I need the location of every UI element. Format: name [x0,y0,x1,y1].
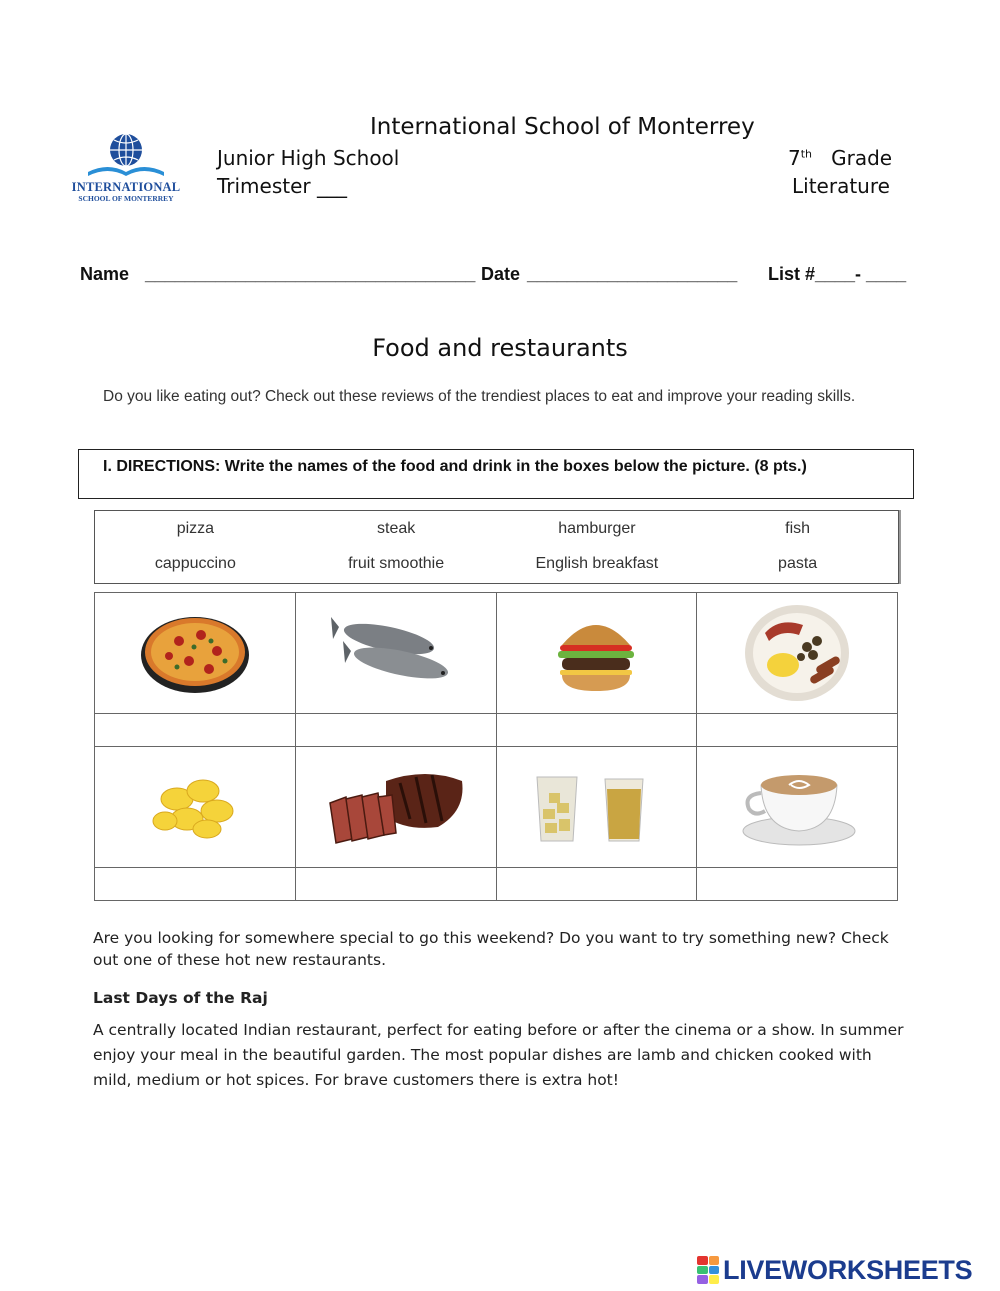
word-bank-item: fish [785,520,811,537]
date-field[interactable]: _____________________ [527,264,738,284]
date-label: Date [481,264,521,284]
school-logo [66,130,186,210]
answer-box[interactable] [295,868,496,901]
answer-box[interactable] [95,868,296,901]
cappuccino-image [737,765,857,849]
directions-text: I. DIRECTIONS: Write the names of the food and drink in the boxes below the picture. (8 pts.) [103,458,807,475]
word-bank [94,510,899,584]
picture-cell [697,747,898,868]
picture-grid [94,592,898,901]
answer-box[interactable] [95,714,296,747]
name-label: Name [80,264,130,284]
word-bank-item: pizza [176,520,215,537]
answer-row [95,868,898,901]
word-bank-item: fruit smoothie [348,555,445,572]
word-bank-item: English breakfast [535,555,659,572]
fruit-smoothie-image [531,769,661,845]
grade-label [788,146,892,170]
restaurants-intro: Are you looking for somewhere special to go this weekend? Do you want to try something new? Check out one of these hot new restaurants. [93,929,889,969]
steak-image [326,767,466,847]
liveworksheets-wordmark: LIVEWORKSHEETS [723,1254,973,1285]
subject-label: Literature [792,174,890,198]
page-title: Food and restaurants [372,334,628,362]
fish-image [331,613,461,693]
word-bank-row [95,520,898,538]
picture-row [95,747,898,868]
answer-box[interactable] [496,714,697,747]
intro-text: Do you like eating out? Check out these reviews of the trendiest places to eat and improve your reading skills. [103,388,856,405]
answer-box[interactable] [697,868,898,901]
picture-row [95,593,898,714]
answer-box[interactable] [697,714,898,747]
trimester-label: Trimester ___ [217,174,347,198]
word-bank-item: hamburger [558,520,636,537]
logo-line2: SCHOOL OF MONTERREY [78,194,174,203]
grade-suffix: th [800,147,813,161]
pizza-image [139,611,251,695]
picture-cell [697,593,898,714]
answer-row [95,714,898,747]
answer-box[interactable] [496,868,697,901]
liveworksheets-logo [697,1254,972,1286]
list-number-field[interactable]: List #____- ____ [768,264,907,284]
logo-line1: INTERNATIONAL [71,180,181,194]
picture-cell [295,593,496,714]
restaurant-review: A centrally located Indian restaurant, perfect for eating before or after the cinema or a show. In summer enjoy your meal in the beautiful garden. The most popular dishes are lamb and chicken cooked with mild, medium or hot spices. For brave customers there is extra hot! [93,1021,904,1089]
school-name: International School of Monterrey [370,114,755,140]
division-label: Junior High School [217,146,400,170]
grade-word: Grade [831,146,893,170]
name-field[interactable]: _________________________________ [145,264,476,284]
picture-cell [95,747,296,868]
answer-box[interactable] [295,714,496,747]
word-bank-row [95,555,898,573]
picture-cell [496,747,697,868]
restaurant-name: Last Days of the Raj [93,989,268,1007]
grade-number: 7 [788,146,801,170]
liveworksheets-icon [697,1256,719,1284]
word-bank-item: steak [377,520,416,537]
hamburger-image [556,611,636,695]
word-bank-item: pasta [778,555,818,572]
picture-cell [95,593,296,714]
word-bank-item: cappuccino [154,555,236,572]
pasta-image [147,771,243,843]
english-breakfast-image [743,603,851,703]
picture-cell [496,593,697,714]
globe-book-icon [66,130,186,180]
picture-cell [295,747,496,868]
